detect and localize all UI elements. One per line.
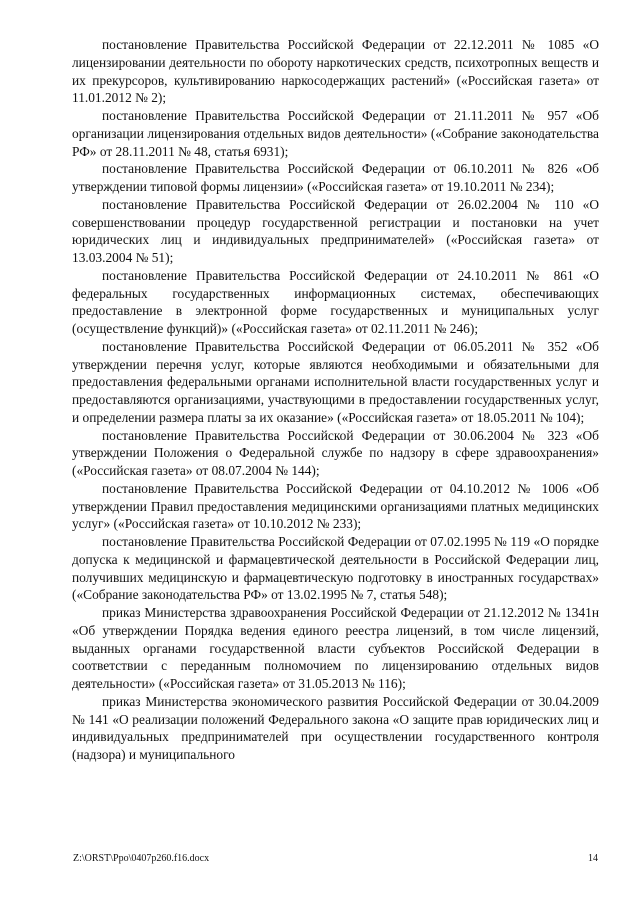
paragraph-7: постановление Правительства Российской Федерации от 30.06.2004 № 323 «Об утверждении Положения о Федеральной службе по надзору в сфере здравоохранения» («Российская газета» от 08.07.2004 № 144); [72, 427, 599, 478]
paragraph-4: постановление Правительства Российской Федерации от 26.02.2004 № 110 «О совершенствовании процедур государственной регистрации и постановки на учет юридических лиц и индивидуальных предпринимателей» («Российская газета» от 13.03.2004 № 51); [72, 196, 599, 265]
paragraph-11: приказ Министерства экономического развития Российской Федерации от 30.04.2009 № 141 «О реализации положений Федерального закона «О защите прав юридических лиц и индивидуальных предпринимателей при осуществлении государственного контроля (надзора) и муниципального [72, 693, 599, 762]
paragraph-1: постановление Правительства Российской Федерации от 22.12.2011 № 1085 «О лицензировании деятельности по обороту наркотических средств, психотропных веществ и их прекурсоров, культивированию наркосодержащих растений» («Российская газета» от 11.01.2012 № 2); [72, 37, 599, 106]
paragraph-5: постановление Правительства Российской Федерации от 24.10.2011 № 861 «О федеральных государственных информационных системах, обеспечивающих предоставление в электронной форме государственных и муниципальных услуг (осуществление функций)» («Российская газета» от 02.11.2011 № 246); [72, 267, 599, 336]
paragraph-8: постановление Правительства Российской Федерации от 04.10.2012 № 1006 «Об утверждении Правил предоставления медицинскими организациями платных медицинских услуг» («Российская газета» от 10.10.2012 № 233); [72, 480, 599, 532]
paragraph-6: постановление Правительства Российской Федерации от 06.05.2011 № 352 «Об утверждении перечня услуг, которые являются необходимыми и обязательными для предоставления федеральными органами исполнительной власти государственных услуг и предоставляются организациями, участвующими в предоставлении государственных услуг, и определении размера платы за их оказание» («Российская газета» от 18.05.2011 № 104); [72, 338, 599, 425]
paragraph-2: постановление Правительства Российской Федерации от 21.11.2011 № 957 «Об организации лицензирования отдельных видов деятельности» («Собрание законодательства РФ» от 28.11.2011 № 48, статья 6931); [72, 108, 599, 159]
document-body [72, 36, 599, 764]
page-number: 14 [588, 853, 598, 864]
paragraph-10: приказ Министерства здравоохранения Российской Федерации от 21.12.2012 № 1341н «Об утверждении Порядка ведения единого реестра лицензий, в том числе лицензий, выданных органами государственной власти субъектов Российской Федерации в соответствии с переданным полномочием по лицензированию отдельных видов деятельности» («Российская газета» от 31.05.2013 № 116); [72, 605, 599, 691]
paragraph-3: постановление Правительства Российской Федерации от 06.10.2011 № 826 «Об утверждении типовой формы лицензии» («Российская газета» от 19.10.2011 № 234); [72, 161, 599, 194]
paragraph-9: постановление Правительства Российской Федерации от 07.02.1995 № 119 «О порядке допуска к медицинской и фармацевтической деятельности в Российской Федерации лиц, получивших медицинскую и фармацевтическую подготовку в иностранных государствах» («Собрание законодательства РФ» от 13.02.1995 № 7, статья 548); [72, 534, 599, 603]
footer-file-path: Z:\ORST\Ppo\0407p260.f16.docx [73, 853, 210, 864]
